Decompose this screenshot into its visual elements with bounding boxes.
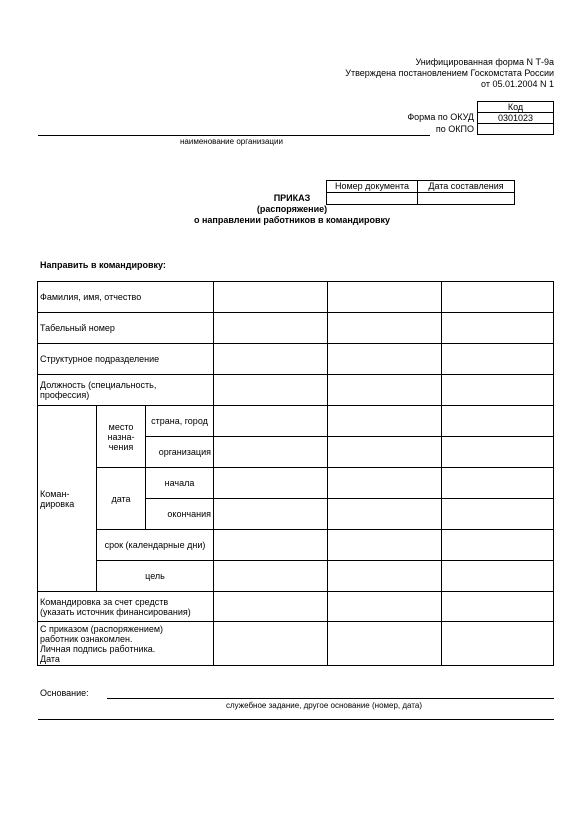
table-cell[interactable] (328, 468, 442, 499)
ack-line4: Дата (40, 653, 60, 664)
table-cell[interactable] (328, 375, 442, 406)
ack-line3: Личная подпись работника. (40, 643, 156, 654)
kod-header: Код (478, 102, 554, 113)
table-cell[interactable] (214, 592, 328, 622)
table-cell[interactable] (442, 468, 554, 499)
funding-label (38, 592, 214, 622)
order-subtitle: (распоряжение) (256, 204, 328, 214)
country-city-label: страна, город (146, 406, 214, 437)
destination-label (97, 406, 146, 468)
order-purpose: о направлении работников в командировку (193, 215, 391, 225)
table-cell[interactable] (214, 622, 328, 666)
order-title: ПРИКАЗ (273, 193, 311, 203)
doc-number-header: Номер документа (327, 181, 418, 193)
ack-line2: работник ознакомлен. (40, 633, 133, 644)
table-cell[interactable] (442, 406, 554, 437)
table-row (38, 622, 554, 666)
funding-label-line1: Командировка за счет средств (40, 596, 169, 607)
table-row (38, 561, 554, 592)
table-cell[interactable] (214, 499, 328, 530)
table-cell[interactable] (214, 282, 328, 313)
table-cell[interactable] (442, 375, 554, 406)
table-cell[interactable] (328, 406, 442, 437)
destination-label-line3: чения (108, 441, 134, 452)
table-row (38, 530, 554, 561)
position-label-line1: Должность (специальность, (40, 380, 157, 390)
table-cell[interactable] (442, 561, 554, 592)
table-cell[interactable] (442, 530, 554, 561)
tab-number-label: Табельный номер (38, 313, 214, 344)
trip-label (38, 406, 97, 592)
funding-label-line2: (указать источник финансирования) (40, 606, 191, 617)
destination-label-line2: назна- (107, 431, 135, 442)
purpose-label: цель (97, 561, 214, 592)
codes-table (477, 101, 554, 135)
department-label: Структурное подразделение (38, 344, 214, 375)
table-row (38, 375, 554, 406)
form-name: Унифицированная форма N Т-9а (415, 57, 554, 67)
table-cell[interactable] (442, 313, 554, 344)
doc-date-header: Дата составления (418, 181, 515, 193)
position-label (38, 375, 214, 406)
table-cell[interactable] (214, 468, 328, 499)
basis-caption: служебное задание, другое основание (номер, дата) (226, 701, 422, 710)
table-cell[interactable] (214, 406, 328, 437)
section-heading: Направить в командировку: (40, 260, 166, 270)
approval-note: Утверждена постановлением Госкомстата России (345, 68, 554, 78)
date-label: дата (97, 468, 146, 530)
table-cell[interactable] (214, 375, 328, 406)
table-cell[interactable] (214, 561, 328, 592)
table-cell[interactable] (328, 530, 442, 561)
table-cell[interactable] (328, 344, 442, 375)
table-row (38, 282, 554, 313)
table-cell[interactable] (442, 282, 554, 313)
acknowledgement-label (38, 622, 214, 666)
table-row (38, 406, 554, 437)
basis-line-2[interactable] (38, 719, 554, 720)
table-cell[interactable] (328, 437, 442, 468)
table-cell[interactable] (328, 282, 442, 313)
okpo-label: по ОКПО (435, 124, 474, 134)
table-cell[interactable] (214, 344, 328, 375)
table-row (38, 468, 554, 499)
end-label: окончания (146, 499, 214, 530)
approval-date: от 05.01.2004 N 1 (481, 79, 554, 89)
table-row (38, 592, 554, 622)
table-cell[interactable] (442, 437, 554, 468)
table-cell[interactable] (442, 592, 554, 622)
trip-label-line2: дировка (40, 498, 75, 509)
organization-line[interactable] (38, 135, 430, 136)
table-cell[interactable] (214, 313, 328, 344)
position-label-line2: профессия) (40, 390, 90, 400)
fio-label: Фамилия, имя, отчество (38, 282, 214, 313)
table-cell[interactable] (214, 530, 328, 561)
table-cell[interactable] (442, 622, 554, 666)
basis-line[interactable] (107, 698, 554, 699)
table-cell[interactable] (328, 313, 442, 344)
organization-caption: наименование организации (180, 137, 283, 146)
table-cell[interactable] (214, 437, 328, 468)
destination-label-line1: место (108, 421, 134, 432)
table-row (38, 313, 554, 344)
trip-label-line1: Коман- (40, 488, 70, 499)
table-row (38, 344, 554, 375)
basis-label: Основание: (40, 688, 89, 698)
table-cell[interactable] (328, 592, 442, 622)
okpo-value[interactable] (478, 124, 554, 135)
ack-line1: С приказом (распоряжением) (40, 623, 164, 634)
okud-value[interactable]: 0301023 (478, 113, 554, 124)
table-cell[interactable] (328, 622, 442, 666)
table-cell[interactable] (442, 499, 554, 530)
table-cell[interactable] (328, 561, 442, 592)
organization-label: организация (146, 437, 214, 468)
okud-label: Форма по ОКУД (407, 112, 474, 122)
employees-table (37, 281, 554, 666)
table-cell[interactable] (442, 344, 554, 375)
table-cell[interactable] (328, 499, 442, 530)
start-label: начала (146, 468, 214, 499)
duration-label: срок (календарные дни) (97, 530, 214, 561)
